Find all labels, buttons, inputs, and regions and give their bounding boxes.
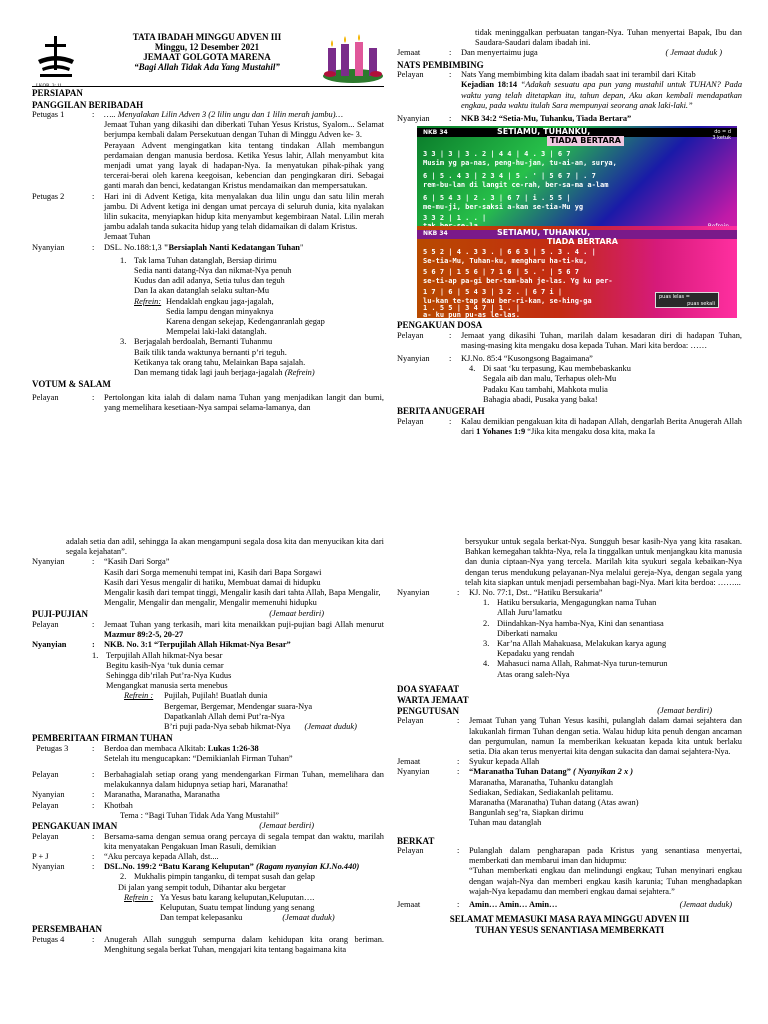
hymn-legend: puas lelas = puas sekali [655, 292, 719, 308]
batu-karang-refrein: Refrein : Ya Yesus batu karang keluputan,Keluputan…. Keluputan, Suatu tempat lindung yang senang Dan tempat kelepasanku (Jemaat duduk) [124, 892, 335, 923]
persembahan-continuation: bersyukur untuk segala berkat-Nya. Sungguh besar kasih-Nya yang kita rasakan. Bahkan kemegahan takhta-Nya, rela Ia tinggalkan untuk menjangkau kita manusia dan dunia ciptaan-Nya yang tercela. Marilah kita syukuri segala kebaikan-Nya dengan terus mendukung pelayanan-Nya melalui gereja-Nya, dengan segala yang telah kita siapkan untuk menjadi persembahan bagi-Nya. Mari kita berdoa: ……... [465, 537, 742, 587]
bulletin-date: Minggu, 12 Desember 2021 [154, 42, 260, 52]
berita-anugerah-row: Pelayan : Kalau demikian pengakuan kita di hadapan Allah, dengarlah Berita Anugerah Allah dari 1 Yohanes 1:9 “Jika kita mengaku dosa kita, maka Ia [397, 416, 742, 436]
hymn-title: “Kasih Dari Sorga” [104, 557, 170, 567]
terpujilah-verse: 1. Terpujilah Allah hikmat-Nya besar Begitu kasih-Nya ‘tuk dunia cemar Sehingga dib’rilah Put’ra-Nya Kudus Mengangkat manusia serta menebus [92, 650, 232, 691]
berkat-row: Pelayan : Pulanglah dalam pengharapan pada Kristus yang senantiasa menyertai, memberkati dan membarui iman dan hidupmu: “Tuhan memberkati engkau dan melindungi engkau; Tuhan menyinari engkau dengan wajah-Nya dan memberi engkau kasih karunia; Tuhan menghadapkan wajah-Nya kepadamu dan memberi engkau damai sejahtera.” [397, 846, 742, 896]
column-bottom-left: adalah setia dan adil, sehingga Ia akan mengampuni segala dosa kita dan menyucikan kita dari segala kejahatan”. Nyanyian : “Kasih Dari Sorga” Kasih dari Sorga memenuhi tempat ini, Kasih dari Bapa Sorgawi Kasih dari Yesus mengalir di hatiku, Membuat damai di hidupku Mengalir kasih dari tempat tinggi, Mengalir kasih dari tahta Allah, Bapa Mengalir, Mengalir, Mengalir dan mengalir, Mengalir memenuhi hidupku PUJI-PUJIAN (Jemaat berdiri) Pelayan : Jemaat Tuhan yang terkasih, mari kita menaikkan puji-pujian bagi Allah menurut Mazmur 89:2-5, 20-27 Nyanyian : NKB. No. 3:1 “Terpujilah Allah Hikmat-Nya Besar” 1. Terpujilah Allah hikmat-Nya besar Begitu kasih-Nya ‘tuk dunia cemar Sehingga dib’rilah Put’ra-Nya Kudus Mengangkat manusia serta menebus Refrein : Pujilah, Pujilah! Buatlah dunia Bergemar, Bergemar, Mendengar suara-Nya Dapatkanlah Allah demi Put’ra-Nya B’ri puji pada-Nya sebab hikmat-Nya (Jemaat duduk) PEMBERITAAN FIRMAN TUHAN Petugas 3 : Berdoa dan membaca Alkitab: Lukas 1:26-38 Setelah itu mengucapkan: “Demikianlah Firman Tuhan” Pelayan : Berbahagialah setiap orang yang mendengarkan Firman Tuhan, memelihara dan melakukannya dalam hidupnya setiap hari, Maranatha! Nyanyian : Maranatha, Maranatha, Maranatha Pelayan : Khotbah Tema : “Bagi Tuhan Tidak Ada Yang Mustahil” PENGAKUAN IMAN (Jemaat berdiri) Pelayan : Bersama-sama dengan semua orang percaya di segala tempat dan waktu, marilah kita menyatakan Pengakuan Iman Rasuli, demikian P + J : “Aku percaya kepada Allah, dst.... Nyanyian : DSL.No. 199:2 “Batu Karang Keluputan” (Ragam nyanyian KJ.No.440) 2. Mukhalis pimpin tanganku, di tempat susah dan gelap Di jalan yang sempit toduh, Dihantar aku bergetar Refrein : Ya Yesus batu karang keluputan,Keluputan…. Keluputan, Suatu tempat lindung yang senang Dan tempat kelepasanku (Jemaat duduk) PERSEMBAHAN Petugas 4 : Anugerah Allah sungguh sempurna dalam kehidupan kita orang beriman. Menghitung segala berkat Tuhan, mengajari kita tentang bagaimana kita [32, 537, 384, 955]
scripture-reference: Kejadian 18:14 [461, 80, 518, 90]
hymn-title: DSL.No. 199:2 “Batu Karang Keluputan” [104, 862, 254, 872]
logo-caption: I KOR. 3: 11 [36, 84, 62, 89]
section-warta-jemaat: WARTA JEMAAT [397, 695, 469, 706]
petugas1-text-1: Jemaat Tuhan yang dikasihi dan diberkati Tuhan Yesus Kristus, Syalom... Selamat berjumpa kembali dalam Persekutuan dengan Tuhan di Minggu Adven ke- 3. [104, 120, 384, 140]
syukur-row: Jemaat : Syukur kepada Allah [397, 757, 540, 767]
role-label: P + J [32, 851, 49, 861]
role-label: Pelayan [397, 416, 424, 426]
header-rule [32, 86, 384, 87]
kasih-hymn-lyrics: Kasih dari Sorga memenuhi tempat ini, Kasih dari Bapa Sorgawi Kasih dari Yesus mengalir di hatiku, Membuat damai di hidupku Mengalir kasih dari tempat tinggi, Mengalir kasih dari tahta Allah, Bapa Mengalir, Mengalir, Mengalir dan mengalir, Mengalir memenuhi hidupku [104, 567, 381, 608]
section-puji-pujian: PUJI-PUJIAN [32, 609, 88, 620]
terpujilah-hymn-row: Nyanyian : NKB. No. 3:1 “Terpujilah Allah Hikmat-Nya Besar” [32, 640, 384, 650]
scripture-reference: 1 Yohanes 1:9 [476, 426, 526, 436]
scripture-reference: Lukas 1:26-38 [207, 743, 259, 753]
maranatha-lyrics: Maranatha, Maranatha, Tuhanku datanglah Sediakan, Sediakan, Sediakanlah pelitamu. Maranatha (Maranatha) Tuhan datang (Atas awan) Bangunlah seg’ra, Siapkan dirimu Tuhan mau datanglah [469, 777, 639, 828]
role-label: Petugas 1 [32, 110, 65, 119]
role-label: Pelayan [32, 831, 59, 841]
section-votum: VOTUM & SALAM [32, 379, 111, 390]
nats-row: Pelayan : Nats Yang membimbing kita dalam ibadah saat ini terambil dari Kitab Kejadian 18:14 “Adakah sesuatu apa pun yang mustahil untuk TUHAN? Pada waktu yang telah ditetapkan itu, tahun depan, Aku akan kembali mendapatkan engkau, pada waktu itulah Sara mempunyai seorang anak laki-laki.” [397, 70, 743, 110]
section-pengutusan: PENGUTUSAN [397, 705, 460, 716]
pj-row: P + J : “Aku percaya kepada Allah, dst.... [32, 851, 219, 861]
hymn-verse-1: 1. Tak lama Tuhan datanglah, Bersiap dirimu Sedia nanti datang-Nya dan nikmat-Nya penuh Kudus dan adil adanya, Setia tulus dan teguh Dan Ia akan datanglah selaku sultan-Mu [120, 255, 292, 296]
closing-greeting: SELAMAT MEMASUKI MASA RAYA MINGGU ADVEN III TUHAN YESUS SENANTIASA MEMBERKATI [449, 914, 690, 935]
role-label: Nyanyian [32, 862, 65, 872]
hymn-title: KJ. No. 77:1, Dst.. “Hatiku Bersukaria” [469, 588, 603, 598]
puji-row: Pelayan : Jemaat Tuhan yang terkasih, mari kita menaikkan puji-pujian bagi Allah menurut Mazmur 89:2-5, 20-27 [32, 619, 384, 640]
role-label: Pelayan [397, 716, 424, 726]
petugas2-row: Petugas 2 : Hari ini di Advent Ketiga, kita menyalakan dua lilin ungu dan satu lilin merah jambu. Di Advent ketiga ini dengan umat percaya di seluruh dunia, kita nyalakan lilin sukacita, menyiapkan hidup kita menyambut kegembiraan Natal. Lilin merah jambu adalah tanda sukacita hidup yang telah didamaikan di dalam Kristus. Jemaat Tuhan [32, 191, 384, 242]
hymn-title: NKB 34:2 “Setia-Mu, Tuhanku, Tiada Bertara” [461, 113, 632, 123]
role-label: Jemaat [397, 900, 421, 910]
sermon-theme: Tema : “Bagi Tuhan Tidak Ada Yang Mustahil” [120, 810, 280, 820]
role-label: Pelayan [32, 770, 59, 780]
role-label: Nyanyian [32, 790, 65, 800]
votum-row: Pelayan : Pertolongan kita ialah di dalam nama Tuhan yang menjadikan langit dan bumi, yang memelihara kesetiaan-Nya sampai selama-lamanya, dan [32, 392, 384, 412]
church-logo-icon [36, 34, 76, 84]
section-doa-syafaat: DOA SYAFAAT [397, 683, 460, 694]
hymn-verse-3: 3. Berjagalah berdoalah, Bernanti Tuhanmu Baik tilik tanda waktunya bernanti p’ri teguh. Ketikanya tak orang tahu, Melainkan Bapa sajalah. Dan memang tidak lagi jauh berjaga-jagalah (Refrein) [120, 337, 315, 378]
role-label: Nyanyian [397, 588, 430, 598]
bulletin-theme: “Bagi Allah Tidak Ada Yang Mustahil” [134, 62, 280, 72]
petugas1-row: Petugas 1 : ….. Menyalakan Lilin Adven 3 (2 lilin ungu dan 1 lilin merah jambu)… Jemaat Tuhan yang dikasihi dan diberkati Tuhan Yesus Kristus, Syalom... Selamat berjumpa kembali dalam Persekutuan dengan Tuhan di Minggu Adven ke- 3. Perayaan Advent mengingatkan kita tentang tindakan Allah membangun perdamaian dengan manusia berdosa. Ketika Yesus lahir, Allah menyambut kita menjadi umat yang layak di hadapan-Nya. Ia menyatukan pihak-pihak yang tercerai-berai oleh karena keegoisan, kebencian dan pengingkaran diri. Sebagai ganti marah dan benci, kedatangan Kristus mendamaikan dan mempersatukan. [32, 110, 384, 191]
hymn-title: “Maranatha Tuhan Datang” [469, 767, 571, 777]
hymn-title: "Bersiaplah Nanti Kedatangan Tuhan [163, 242, 300, 252]
role-label: Petugas 3 [36, 743, 69, 753]
hymn-title: NKB. No. 3:1 “Terpujilah Allah Hikmat-Nya Besar” [104, 640, 291, 650]
batu-karang-hymn-row: Nyanyian : DSL.No. 199:2 “Batu Karang Keluputan” (Ragam nyanyian KJ.No.440) [32, 862, 360, 872]
section-berkat: BERKAT [397, 835, 435, 846]
column-top-left [32, 28, 384, 413]
petugas2-closing: Jemaat Tuhan [104, 232, 151, 242]
role-label: Nyanyian [397, 354, 430, 364]
role-label: Pelayan [397, 330, 424, 340]
petugas3-row: Petugas 3 : Berdoa dan membaca Alkitab: Lukas 1:26-38 Setelah itu mengucapkan: “Demikianlah Firman Tuhan” [32, 744, 384, 764]
hatiku-hymn-row: Nyanyian : KJ. No. 77:1, Dst.. “Hatiku Bersukaria” [397, 588, 742, 598]
section-firman: PEMBERITAAN FIRMAN TUHAN [32, 733, 173, 744]
congregation-name: JEMAAT GOLGOTA MARENA [143, 52, 271, 62]
khotbah-row: Pelayan : Khotbah [32, 800, 133, 810]
batu-karang-verse: 2. Mukhalis pimpin tanganku, di tempat susah dan gelap [120, 872, 315, 882]
section-panggilan: PANGGILAN BERIBADAH [32, 99, 144, 110]
amin-row: Jemaat : Amin… Amin… Amin… (Jemaat duduk) [397, 900, 732, 910]
anugerah-continuation: adalah setia dan adil, sehingga Ia akan mengampuni segala dosa kita dan menyucikan kita dari segala kejahatan”. [66, 537, 384, 557]
role-label: Pelayan [397, 70, 424, 80]
role-label: Petugas 4 [32, 934, 65, 944]
role-label: Petugas 2 [32, 191, 65, 201]
section-nats: NATS PEMBIMBING [397, 59, 484, 70]
hymn-number: DSL. No.188:1,3 [104, 242, 164, 252]
pengakuan-hymn-verse: 4. Di saat ‘ku terpasung, Kau membebaskanku Segala aib dan malu, Terhapus oleh-Mu Padaku Kau tambahi, Mahkota mulia Bahagia abadi, Pusaka yang baka! [469, 364, 631, 404]
role-label: Nyanyian [397, 767, 430, 777]
role-label: Nyanyian [32, 557, 65, 567]
bulletin-header [32, 28, 384, 98]
nats-hymn-row: Nyanyian : NKB 34:2 “Setia-Mu, Tuhanku, Tiada Bertara” [397, 114, 742, 124]
petugas4-row: Petugas 4 : Anugerah Allah sungguh sempurna dalam kehidupan kita orang beriman. Menghitung segala berkat Tuhan, mengajari kita tentang bagaimana kita [32, 934, 384, 955]
votum-continuation: tidak meninggalkan perbuatan tangan-Nya. Tuhan menyertai Bapak, Ibu dan Saudara-Saudari dalam ibadah ini. [475, 28, 742, 48]
kasih-hymn-row: Nyanyian : “Kasih Dari Sorga” [32, 557, 384, 567]
bulletin-title: TATA IBADAH MINGGU ADVEN III [132, 32, 282, 42]
role-label: Jemaat [397, 757, 421, 767]
scripture-reference: Mazmur 89:2-5, 20-27 [104, 630, 184, 640]
column-bottom-right: bersyukur untuk segala berkat-Nya. Sungguh besar kasih-Nya yang kita rasakan. Bahkan kemegahan takhta-Nya, rela Ia tinggalkan untuk menjangkau kita manusia dan dunia ciptaan-Nya yang tercela. Marilah kita syukuri segala kebaikan-Nya dengan terus mendukung pelayanan-Nya melalui gereja-Nya, dengan segala yang telah kita siapkan untuk menjadi persembahan bagi-Nya. Mari kita berdoa: ……... Nyanyian : KJ. No. 77:1, Dst.. “Hatiku Bersukaria” 1. Hatiku bersukaria, Mengagungkan nama Tuhan Allah Juru’lamatku 2. Diindahkan-Nya hamba-Nya, Kini dan senantiasa Diberkati namaku 3. Kar’na Allah Mahakuasa, Melakukan karya agung Kepadaku yang rendah 4. Mahasuci nama Allah, Rahmat-Nya turun-temurun Atas orang saleh-Nya DOA SYAFAAT WARTA JEMAAT PENGUTUSAN (Jemaat berdiri) Pelayan : Jemaat Tuhan yang Tuhan Yesus kasihi, pulanglah dalam damai sejahtera dan lakukanlah firman Tuhan dengan setia. Walau hidup kita penuh dengan ancaman dan pergumulan, namun Ia memberikan kekuatan kepada kita untuk berlaku setia. Dia akan terus menyertai kita dengan sukacita dan damai sejahtera-Nya. Jemaat : Syukur kepada Allah Nyanyian : “Maranatha Tuhan Datang” ( Nyanyikan 2 x ) Maranatha, Maranatha, Tuhanku datanglah Sediakan, Sediakan, Sediakanlah pelitamu. Maranatha (Maranatha) Tuhan datang (Atas awan) Bangunlah seg’ra, Siapkan dirimu Tuhan mau datanglah BERKAT Pelayan : Pulanglah dalam pengharapan pada Kristus yang senantiasa menyertai, memberkati dan membarui iman dan hidupmu: “Tuhan memberkati engkau dan melindungi engkau; Tuhan menyinari engkau dengan wajah-Nya dan memberi engkau kasih karunia; Tuhan menghadapkan wajah-Nya kepadamu dan memberi engkau damai sejahtera.” Jemaat : Amin… Amin… Amin… (Jemaat duduk) SELAMAT MEMASUKI MASA RAYA MINGGU ADVEN III TUHAN YESUS SENANTIASA MEMBERKATI [397, 537, 742, 935]
section-persembahan: PERSEMBAHAN [32, 924, 103, 935]
role-label: Pelayan [32, 619, 59, 629]
maranatha-hymn-row: Nyanyian : “Maranatha Tuhan Datang” ( Nyanyikan 2 x ) [397, 767, 634, 777]
jemaat-row: Jemaat : Dan menyertaimu juga ( Jemaat duduk ) [397, 48, 722, 58]
role-label: Pelayan [32, 392, 59, 402]
section-persiapan: PERSIAPAN [32, 88, 83, 98]
role-label: Pelayan [397, 846, 424, 856]
role-label: Pelayan [32, 800, 59, 810]
pengakuan-dosa-row: Pelayan : Jemaat yang dikasihi Tuhan, marilah dalam kesadaran diri di hadapan Tuhan, masing-masing kita mengaku dosa kepada Tuhan. Mari kita berdoa: …… [397, 330, 742, 350]
petugas1-text-2: Perayaan Advent mengingatkan kita tentang tindakan Allah membangun perdamaian dengan manusia berdosa. Ketika Yesus lahir, Allah menyambut kita menjadi umat yang layak di hadapan-Nya. Ia menyatukan pihak-pihak yang tercerai-berai oleh karena keegoisan, kebencian dan pengingkaran diri. Sebagai ganti marah dan benci, kedatangan Kristus mendamaikan dan mempersatukan. [104, 140, 384, 191]
role-label: Nyanyian [32, 640, 67, 650]
role-label: Jemaat [397, 48, 421, 58]
pengutusan-row: Pelayan : Jemaat Tuhan yang Tuhan Yesus kasihi, pulanglah dalam damai sejahtera dan lakukanlah firman Tuhan dengan setia. Walau hidup kita penuh dengan ancaman dan pergumulan, namun Ia memberikan kekuatan kepada kita untuk berlaku setia. Dia akan terus menyertai kita dengan sukacita dan damai sejahtera-Nya. [397, 716, 742, 756]
candle-instruction: ….. Menyalakan Lilin Adven 3 (2 lilin ungu dan 1 lilin merah jambu)… [104, 110, 343, 119]
pengakuan-iman-row: Pelayan : Bersama-sama dengan semua orang percaya di segala tempat dan waktu, marilah kita menyatakan Pengakuan Iman Rasuli, demikian [32, 831, 384, 851]
hymn-refrein: Refrein: Hendaklah engkau jaga-jagalah, Sedia lampu dengan minyaknya Karena dengan sekejap, Kedenganranlah gegap Mempelai laki-laki datanglah. [134, 296, 325, 337]
maranatha-row: Nyanyian : Maranatha, Maranatha, Maranatha [32, 790, 220, 800]
role-label: Nyanyian [32, 242, 65, 252]
votum-text: Pertolongan kita ialah di dalam nama Tuhan yang menjadikan langit dan bumi, yang memelihara kesetiaan-Nya sampai selama-lamanya, dan [104, 392, 384, 412]
firman-pelayan-row: Pelayan : Berbahagialah setiap orang yang mendengarkan Firman Tuhan, memelihara dan melakukannya dalam hidupnya setiap hari, Maranatha! [32, 770, 384, 790]
section-pengakuan-iman: PENGAKUAN IMAN [32, 821, 118, 832]
petugas2-text: Hari ini di Advent Ketiga, kita menyalakan dua lilin ungu dan satu lilin merah jambu. Di Advent ketiga ini dengan umat percaya di seluruh dunia, kita nyalakan lilin sukacita, menyiapkan hidup kita menyambut kegembiraan Natal. Lilin merah jambu adalah tanda sukacita hidup yang telah didamaikan di dalam Kristus. [104, 191, 384, 232]
role-label: Nyanyian [397, 113, 430, 123]
nyanyian-row: Nyanyian : DSL. No.188:1,3 "Bersiaplah Nanti Kedatangan Tuhan" [32, 242, 304, 252]
hymn-sheet-image: NKB 34 SETIAMU, TUHANKU, TIADA BERTARA do = d 3 ketuk 3 3 | 3 | 3 . 2 | 4 4 | 4 . 3 | 6 7 Musim yg pa-nas, peng-hu-jan, tu-ai-an, surya, 6 | 5 . 4 3 | 2 3 4 | 5 . ' | 5 6 7 | . 7 rem-bu-lan di langit ce-rah, ber-sa-ma a-lam 6 | 5 4 3 | 2 . 3 | 6 7 | i . 5 5 | me-mu-ji, ber-saksi a-kan se-tia-Mu yg 3 3 2 | 1 . . | NKB 34 SETIAMU, TUHANKU, TIADA BERTARA 5 5 2 | 4 . 3 3 . | 6 6 3 | 5 . 3 . 4 . | Se-tia-Mu, Tuhan-ku, mengharu ha-ti-ku, 5 6 7 | 1 5 6 | 7 1 6 | 5 . ' | 5 6 7 se-ti-ap pa-gi ber-tam-bah je-las. Yg ku per- 1 7 | 6 | 5 4 3 | 3 2 . | 6 7 i | lu-kan te-tap Kau ber-ri-kan, se-hing-ga 1 . 5 5 | 3 4 7 | 1 . | a- ku pun pu-as le-las. puas lelas = puas sekali [417, 126, 737, 318]
column-top-right [397, 28, 742, 437]
hatiku-verses: 1. Hatiku bersukaria, Mengagungkan nama Tuhan Allah Juru’lamatku 2. Diindahkan-Nya hamba-Nya, Kini dan senantiasa Diberkati namaku 3. Kar’na Allah Mahakuasa, Melakukan karya agung Kepadaku yang rendah 4. Mahasuci nama Allah, Rahmat-Nya turun-temurun Atas orang saleh-Nya [483, 598, 668, 679]
header-titles [92, 32, 322, 72]
pengakuan-hymn-row: Nyanyian : KJ.No. 85:4 “Kusongsong Bagaimana” [397, 354, 593, 364]
section-pengakuan-dosa: PENGAKUAN DOSA [397, 320, 483, 331]
section-berita-anugerah: BERITA ANUGERAH [397, 406, 485, 417]
advent-candles-icon [322, 30, 384, 84]
terpujilah-refrein: Refrein : Pujilah, Pujilah! Buatlah dunia Bergemar, Bergemar, Mendengar suara-Nya Dapatkanlah Allah demi Put’ra-Nya B’ri puji pada-Nya sebab hikmat-Nya (Jemaat duduk) [124, 691, 357, 731]
